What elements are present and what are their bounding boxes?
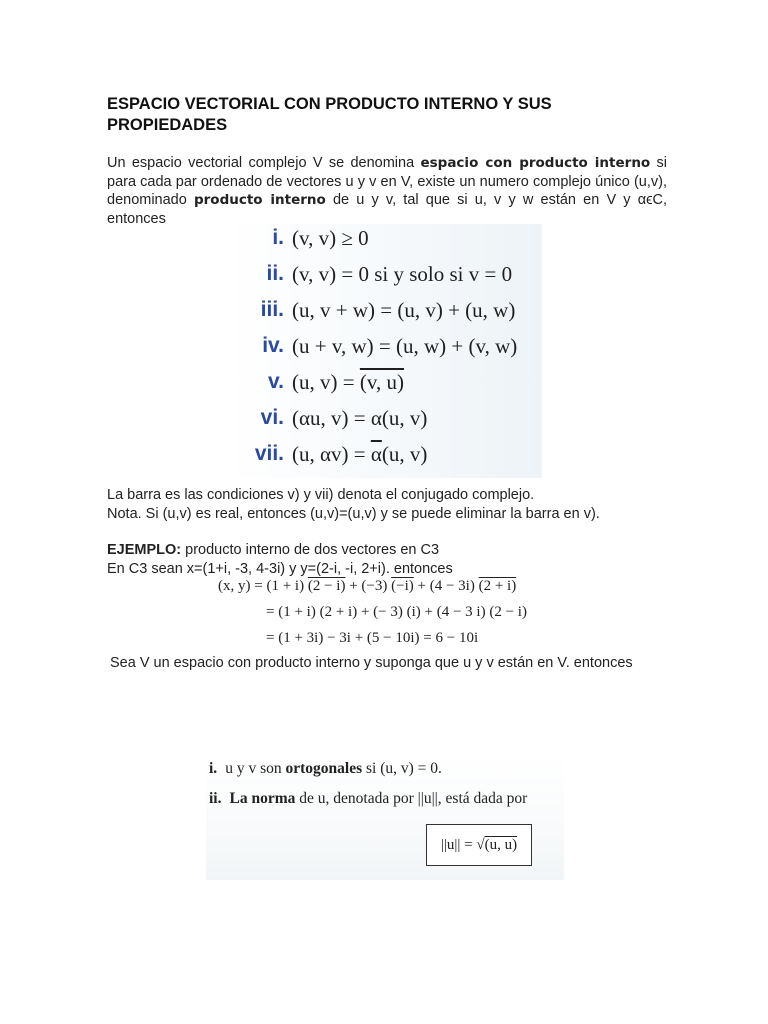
property-row: [226, 442, 542, 478]
property-number: vi.: [260, 406, 284, 429]
conjugate-expr: (v, u): [359, 370, 404, 394]
property-expression: (u, v + w) = (u, v) + (u, w): [292, 298, 516, 322]
example-block: [107, 541, 667, 578]
norm-formula-radicand: (u, u): [484, 836, 518, 853]
definition-number: ii.: [209, 790, 222, 807]
property-number: v.: [268, 370, 284, 393]
definition-orthogonal: [209, 760, 442, 778]
calc-line: = (1 + i) (2 + i) + (− 3) (i) + (4 − 3 i) (2 − i): [266, 604, 527, 620]
expr-part: (u, v): [381, 442, 428, 466]
property-row: [226, 370, 542, 406]
intro-paragraph: [107, 154, 667, 228]
example-text: producto interno de dos vectores en C3: [181, 542, 440, 558]
property-number: vii.: [254, 442, 284, 465]
calc-part: + (−3): [345, 578, 392, 594]
note-real: Nota. Si (u,v) es real, entonces (u,v)=(u,v) y se puede eliminar la barra en v).: [107, 505, 600, 522]
intro-bold-1: espacio con producto interno: [420, 155, 651, 171]
definition-norm: [209, 790, 527, 808]
def-text: de u, denotada por ||u||, está dada por: [295, 790, 528, 807]
property-expression: (v, v) = 0 si y solo si v = 0: [292, 262, 513, 286]
property-expression: (u + v, w) = (u, w) + (v, w): [292, 334, 518, 358]
notes: [107, 486, 667, 523]
norm-formula-left: ||u|| = √: [440, 836, 485, 853]
expr-part: (u, αv) =: [292, 442, 371, 466]
def-text: si (u, v) = 0.: [362, 760, 442, 777]
calculation-image: [218, 578, 558, 650]
calc-part: (x, y) = (1 + i): [218, 578, 308, 594]
expr-part: (u, v) =: [292, 370, 360, 394]
note-conjugate: La barra es las condiciones v) y vii) denota el conjugado complejo.: [107, 487, 535, 503]
property-number: iv.: [262, 334, 284, 357]
property-row: [226, 334, 542, 370]
definition-number: i.: [209, 760, 218, 777]
conjugate-alpha: $\overline{\alpha}$: [370, 442, 382, 466]
example-vectors: En C3 sean x=(1+i, -3, 4-3i) y y=(2-i, -i, 2+i). entonces: [107, 560, 453, 577]
properties-image: [226, 224, 542, 478]
definitions-image: [206, 756, 564, 880]
property-expression: [292, 442, 427, 467]
norm-formula-box: [426, 824, 532, 866]
intro-text-1: Un espacio vectorial complejo V se denomina: [107, 155, 421, 171]
calc-conj: (−i): [391, 578, 414, 594]
property-expression: (v, v) ≥ 0: [292, 226, 369, 250]
property-row: [226, 298, 542, 334]
calc-conj: (2 + i): [478, 578, 517, 594]
property-row: [226, 262, 542, 298]
def-bold: ortogonales: [285, 760, 363, 777]
calc-conj: (2 − i): [307, 578, 346, 594]
calc-line: = (1 + 3i) − 3i + (5 − 10i) = 6 − 10i: [266, 630, 479, 646]
property-row: [226, 226, 542, 262]
def-text: La: [229, 790, 252, 807]
def-text: u y v son: [225, 760, 286, 777]
page-title: ESPACIO VECTORIAL CON PRODUCTO INTERNO Y SUS PROPIEDADES: [107, 95, 552, 134]
property-expression: (αu, v) = α(u, v): [292, 406, 428, 430]
property-number: iii.: [260, 298, 284, 321]
property-expression: [292, 370, 404, 395]
sea-paragraph: Sea V un espacio con producto interno y suponga que u y v están en V. entonces: [110, 655, 633, 671]
example-label: EJEMPLO:: [107, 542, 182, 558]
intro-text-3: de u y v, tal que si u, v y w están en V y αϵC, entonces: [107, 192, 667, 227]
def-bold: norma: [251, 790, 296, 807]
intro-text-2: si para cada par ordenado de vectores u y v en V, existe un numero complejo único (u,v), denominado: [107, 155, 667, 208]
calc-part: + (4 − 3i): [413, 578, 479, 594]
property-number: ii.: [266, 262, 284, 285]
property-number: i.: [272, 226, 284, 249]
property-row: [226, 406, 542, 442]
calc-line: [218, 578, 516, 595]
intro-bold-2: producto interno: [193, 192, 326, 208]
